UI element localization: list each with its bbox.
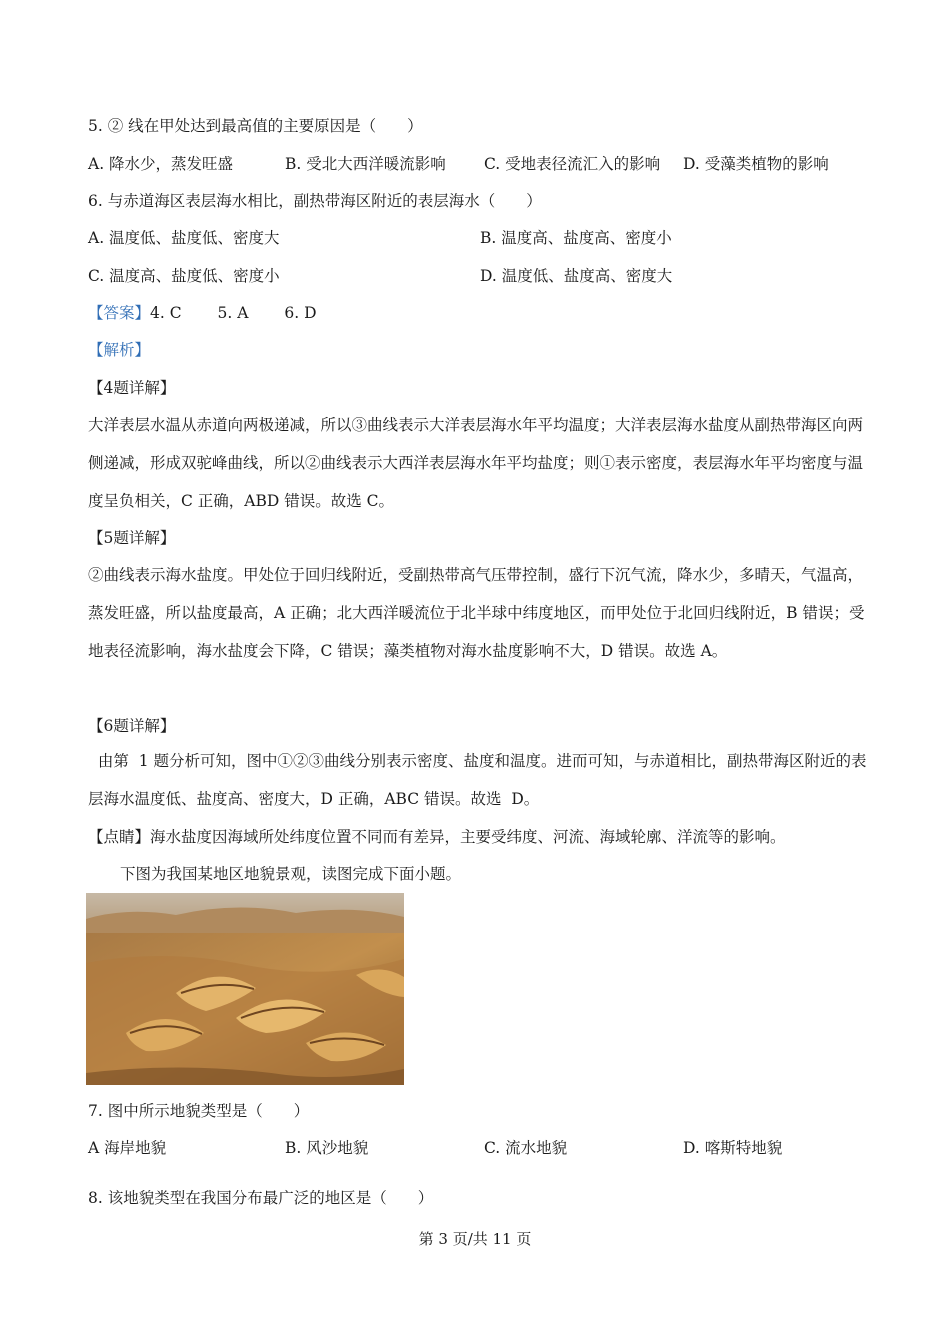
q5-option-a: A. 降水少，蒸发旺盛: [88, 155, 234, 173]
q7-option-d: D. 喀斯特地貌: [683, 1139, 783, 1157]
q6-stem: 6. 与赤道海区表层海水相比，副热带海区附近的表层海水（ ）: [88, 192, 542, 210]
point-text: 海水盐度因海域所处纬度位置不同而有差异，主要受纬度、河流、海域轮廓、洋流等的影响。: [150, 828, 786, 846]
intro-text: 下图为我国某地区地貌景观，读图完成下面小题。: [120, 865, 462, 883]
analysis-tag: 【解析】: [88, 341, 151, 359]
answer-line: [88, 302, 317, 324]
q7-stem: 7. 图中所示地貌类型是（ ）: [88, 1102, 310, 1120]
q6-option-b: B. 温度高、盐度高、密度小: [480, 229, 672, 247]
q7-option-a: A 海岸地貌: [88, 1139, 167, 1157]
q7-option-b: B. 风沙地貌: [285, 1139, 369, 1157]
detail6-title: 【6题详解】: [88, 717, 176, 735]
detail5-title: 【5题详解】: [88, 529, 176, 547]
q7-option-c: C. 流水地貌: [484, 1139, 568, 1157]
detail5-body: ②曲线表示海水盐度。甲处位于回归线附近，受副热带高气压带控制，盛行下沉气流，降水少，多晴天，气温高，蒸发旺盛，所以盐度最高，A 正确；北大西洋暖流位于北半球中纬度地区，而甲处位于北回归线附近，B 错误；受地表径流影响，海水盐度会下降，C 错误；藻类植物对海水盐度影响不大，D 错误。故选 A。: [88, 566, 865, 660]
answer-text: 4. C 5. A 6. D: [150, 304, 317, 322]
detail6-body: 由第 1 题分析可知，图中①②③曲线分别表示密度、盐度和温度。进而可知，与赤道相比，副热带海区附近的表层海水温度低、盐度高、密度大，D 正确，ABC 错误。故选 D。: [88, 752, 867, 808]
point-line: [88, 826, 786, 848]
q5-option-d: D. 受藻类植物的影响: [683, 155, 829, 173]
answer-tag: 【答案】: [88, 304, 151, 322]
q8-stem: 8. 该地貌类型在我国分布最广泛的地区是（ ）: [88, 1189, 434, 1207]
q6-option-d: D. 温度低、盐度高、密度大: [480, 267, 673, 285]
q5-option-b: B. 受北大西洋暖流影响: [285, 155, 446, 173]
detail4-body: 大洋表层水温从赤道向两极递减，所以③曲线表示大洋表层海水年平均温度；大洋表层海水盐度从副热带海区向两侧递减，形成双驼峰曲线，所以②曲线表示大西洋表层海水年平均盐度；则①表示密度，表层海水年平均密度与温度呈负相关，C 正确，ABD 错误。故选 C。: [88, 416, 864, 510]
q6-option-c: C. 温度高、盐度低、密度小: [88, 267, 280, 285]
q5-stem: 5. ② 线在甲处达到最高值的主要原因是（ ）: [88, 117, 423, 135]
q5-option-c: C. 受地表径流汇入的影响: [484, 155, 661, 173]
page-footer: 第 3 页/共 11 页: [418, 1230, 532, 1248]
desert-dunes-photo: [86, 893, 404, 1085]
q6-option-a: A. 温度低、盐度低、密度大: [88, 229, 280, 247]
point-tag: 【点睛】: [88, 828, 151, 846]
detail4-title: 【4题详解】: [88, 379, 176, 397]
